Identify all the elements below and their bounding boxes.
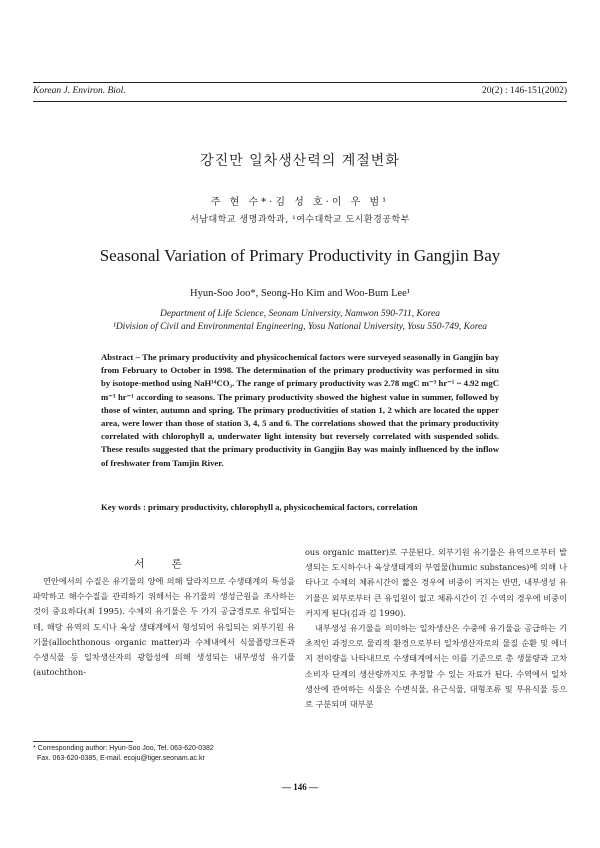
footnote [33,744,303,764]
korean-affiliation: 서남대학교 생명과학과, ¹여수대학교 도시환경공학부 [190,215,410,225]
department-2: ¹Division of Civil and Environmental Engineering, Yosu National University, Yosu 550-749, Korea [112,322,488,332]
intro-paragraph-1-cont: ous organic matter)로 구분된다. 외부기원 유기물은 유역으로부터 발생되는 도시하수나 육상생태계의 부엽물(humic substances)에 의해 나타나고 수체의 체류시간이 짧은 경우에 비중이 커지는 반면, 내부생성 유기물은 외부로부터 큰 유입원이 없고 체류시간이 긴 수역의 경우에 비중이 커지게 된다(김과 김 1990). [305,547,567,618]
korean-authors: 주 현 수*·김 성 호·이 우 범¹ [210,197,390,208]
intro-paragraph-1: 연안에서의 수질은 유기물의 양에 의해 달라지므로 수생태계의 특성을 파악하고 해수수질을 관리하기 위해서는 유기물의 생성근원을 조사하는 것이 중요하다(최 1995). 수체의 유기물은 두 가지 공급경로로 유입되는데, 해당 유역의 도시나 육상 생태계에서 형성되어 유입되는 외부기원 유기물(allochthonous organic matter)과 수체내에서 식물플랑크톤과 수생식물 등 일차생산자의 광합성에 의해 생성되는 내부생성 유기물(autochthon- [33,576,295,678]
volume-info: 20(2) : 146-151(2002) [482,86,567,96]
intro-paragraph-2: 내부생성 유기물을 의미하는 일차생산은 수중에 유기물을 공급하는 기초적인 과정으로 물리적 환경으로부터 일차생산자로의 물질 순환 및 에너지 전이량을 나타내므로 수생태계에서는 이를 기준으로 총 생물량과 고차소비자 단계의 생산량까지도 추정할 수 있는 자료가 된다. 수역에서 일차생산에 관여하는 식물은 수변식물, 유근식물, 대형조류 및 부유식물 등으로 구분되며 대부분 [305,623,567,710]
section-title: 서 론 [134,558,194,570]
header-top-rule [33,82,567,83]
korean-title: 강진만 일차생산력의 계절변화 [200,153,400,169]
abstract: Abstract – The primary productivity and physicochemical factors were surveyed seasonally in Gangjin bay from February to October in 1998. The determination of the primary productivity was performed in situ by isotope-method using NaH¹⁴CO₃. The range of primary productivity was 2.78 mgC m⁻³ hr⁻¹ ~ 4.92 mgC m⁻³ hr⁻¹ according to seasons. The primary productivity showed the highest value in summer, followed by those of winter, autumn and spring. The primary productivities of station 1, 2 which are located the upper area, were lower than those of station 3, 4, 5 and 6. The correlations showed that the primary productivity correlated with chlorophyll a, underwater light intensity but reversely correlated with suspended solids. These results suggested that the primary productivity in Gangjin Bay was mainly influenced by the inflow of freshwater from Tamjin River. [101,352,499,468]
journal-name: Korean J. Environ. Biol. [33,86,126,96]
right-column [305,545,567,712]
left-column [33,574,295,680]
department-1: Department of Life Science, Seonam University, Namwon 590-711, Korea [160,309,440,319]
footnote-corresponding: * Corresponding author: Hyun-Soo Joo, Tel. 063-620-0382 [33,745,214,752]
english-title: Seasonal Variation of Primary Productivity in Gangjin Bay [99,246,501,265]
page-number: — 146 — [282,782,318,792]
footnote-contact: Fax. 063-620-0385, E-mail. ecoju@tiger.seonam.ac.kr [37,755,205,762]
english-authors: Hyun-Soo Joo*, Seong-Ho Kim and Woo-Bum Lee¹ [190,288,410,299]
keywords: Key words : primary productivity, chlorophyll a, physicochemical factors, correlation [101,502,418,512]
footnote-rule [33,741,133,742]
header-bottom-rule [33,101,567,102]
